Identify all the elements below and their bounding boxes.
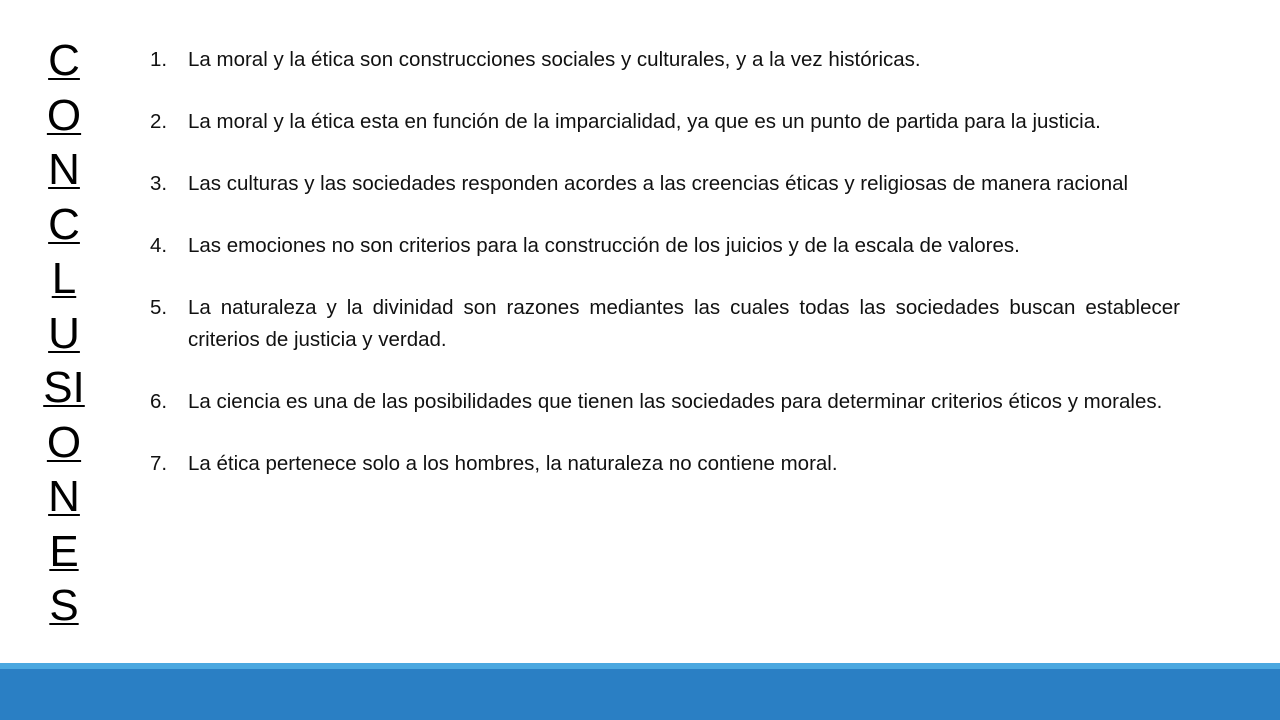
item-number: 6. bbox=[150, 390, 168, 413]
item-number: 4. bbox=[150, 234, 168, 257]
item-number: 1. bbox=[150, 48, 168, 71]
conclusions-list bbox=[150, 44, 1180, 480]
list-item bbox=[150, 386, 1180, 418]
footer-band bbox=[0, 669, 1280, 720]
list-item bbox=[150, 168, 1180, 200]
slide-title: CONCLUSIONES bbox=[43, 36, 85, 630]
item-text: La ética pertenece solo a los hombres, la naturaleza no contiene moral. bbox=[188, 452, 838, 475]
list-item bbox=[150, 230, 1180, 262]
list-item bbox=[150, 44, 1180, 76]
item-number: 7. bbox=[150, 452, 168, 475]
item-text: La moral y la ética son construcciones sociales y culturales, y a la vez históricas. bbox=[188, 48, 921, 71]
item-text: Las emociones no son criterios para la construcción de los juicios y de la escala de valores. bbox=[188, 234, 1020, 257]
item-number: 2. bbox=[150, 110, 168, 133]
list-item bbox=[150, 292, 1180, 356]
item-text: La naturaleza y la divinidad son razones mediantes las cuales todas las sociedades buscan establecer criterios de justicia y verdad. bbox=[188, 296, 1180, 351]
list-item bbox=[150, 106, 1180, 138]
item-text: La moral y la ética esta en función de la imparcialidad, ya que es un punto de partida para la justicia. bbox=[188, 110, 1101, 133]
list-item bbox=[150, 448, 1180, 480]
item-number: 5. bbox=[150, 296, 168, 319]
item-text: La ciencia es una de las posibilidades que tienen las sociedades para determinar criterios éticos y morales. bbox=[188, 390, 1163, 413]
item-number: 3. bbox=[150, 172, 168, 195]
item-text: Las culturas y las sociedades responden acordes a las creencias éticas y religiosas de manera racional bbox=[188, 172, 1129, 195]
